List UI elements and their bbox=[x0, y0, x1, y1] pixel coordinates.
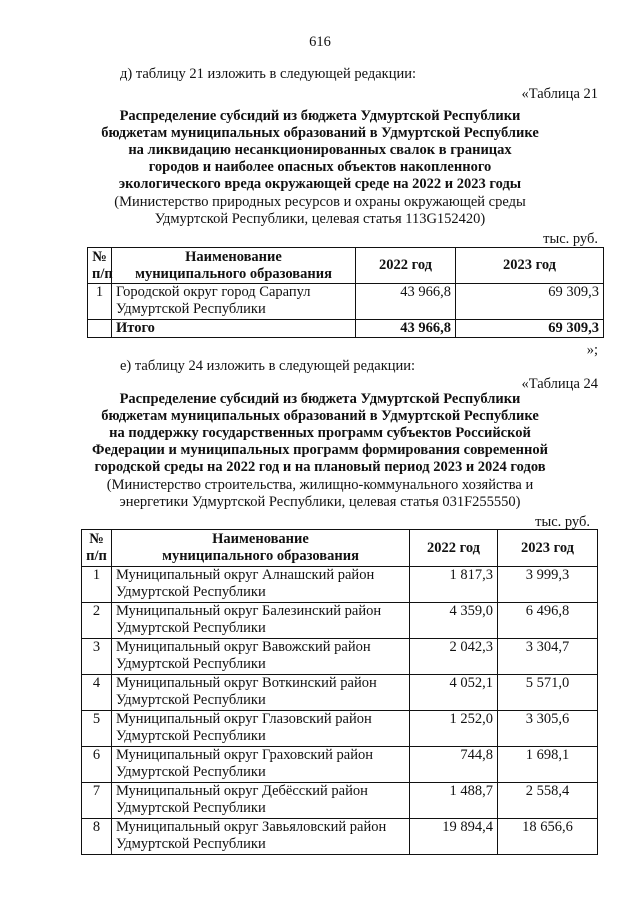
row-2023: 1 698,1 bbox=[498, 747, 598, 783]
section-e-table-tag: «Таблица 24 bbox=[521, 376, 598, 392]
row-name bbox=[112, 747, 410, 783]
table-row bbox=[82, 783, 598, 819]
row-name-line: Удмуртской Республики bbox=[116, 692, 266, 708]
row-name-line: Муниципальный округ Глазовский район bbox=[116, 711, 372, 727]
title-line: Распределение субсидий из бюджета Удмуртской Республики bbox=[119, 108, 521, 124]
header-name bbox=[112, 248, 356, 284]
row-2022: 19 894,4 bbox=[410, 819, 498, 855]
total-2023: 69 309,3 bbox=[456, 320, 604, 338]
table-row bbox=[82, 711, 598, 747]
header-name-line: муниципального образования bbox=[135, 265, 332, 282]
title-line: экологического вреда окружающей среде на 2022 и 2023 годы bbox=[118, 176, 522, 192]
row-2022: 4 359,0 bbox=[410, 603, 498, 639]
row-name-line: Муниципальный округ Граховский район bbox=[116, 747, 373, 763]
row-2022: 744,8 bbox=[410, 747, 498, 783]
section-d-title bbox=[80, 108, 560, 193]
row-name bbox=[112, 819, 410, 855]
section-e-units: тыс. руб. bbox=[535, 514, 590, 530]
total-no bbox=[88, 320, 112, 338]
row-2023: 18 656,6 bbox=[498, 819, 598, 855]
title-line: Распределение субсидий из бюджета Удмуртской Республики bbox=[119, 391, 521, 407]
row-no: 5 bbox=[82, 711, 112, 747]
row-name-line: Удмуртской Республики bbox=[116, 728, 266, 744]
row-name-line: Городской округ город Сарапул bbox=[116, 284, 311, 300]
row-no: 7 bbox=[82, 783, 112, 819]
title-line: на ликвидацию несанкционированных свалок в границах bbox=[128, 142, 512, 158]
row-2022: 2 042,3 bbox=[410, 639, 498, 675]
title-line: Федерации и муниципальных программ формирования современной bbox=[92, 442, 548, 458]
header-no-line: № bbox=[92, 248, 107, 265]
row-name-line: Удмуртской Республики bbox=[116, 836, 266, 852]
row-name bbox=[112, 284, 356, 320]
section-d-table-tag: «Таблица 21 bbox=[521, 86, 598, 102]
row-name-line: Муниципальный округ Алнашский район bbox=[116, 567, 375, 583]
subtitle-line: (Министерство природных ресурсов и охраны окружающей среды bbox=[114, 194, 526, 210]
section-e-instruction: е) таблицу 24 изложить в следующей редакции: bbox=[120, 358, 416, 374]
total-label: Итого bbox=[112, 320, 356, 338]
subtitle-line: энергетики Удмуртской Республики, целевая статья 031F255550) bbox=[119, 494, 521, 510]
row-no: 6 bbox=[82, 747, 112, 783]
table-row bbox=[82, 567, 598, 603]
row-name-line: Муниципальный округ Завьяловский район bbox=[116, 819, 387, 835]
row-2023: 3 999,3 bbox=[498, 567, 598, 603]
table-24 bbox=[81, 529, 598, 855]
row-name-line: Удмуртской Республики bbox=[116, 800, 266, 816]
row-name-line: Муниципальный округ Дебёсский район bbox=[116, 783, 368, 799]
row-no: 3 bbox=[82, 639, 112, 675]
table-row bbox=[82, 675, 598, 711]
header-2023: 2023 год bbox=[498, 530, 598, 567]
title-line: бюджетам муниципальных образований в Удмуртской Республике bbox=[101, 408, 539, 424]
subtitle-line: (Министерство строительства, жилищно-коммунального хозяйства и bbox=[106, 477, 534, 493]
table-row bbox=[82, 819, 598, 855]
row-name-line: Удмуртской Республики bbox=[116, 584, 266, 600]
row-2022: 43 966,8 bbox=[356, 284, 456, 320]
page-number: 616 bbox=[309, 34, 331, 50]
title-line: городов и наиболее опасных объектов накопленного bbox=[148, 159, 492, 175]
row-name-line: Удмуртской Республики bbox=[116, 764, 266, 780]
section-e-subtitle bbox=[80, 477, 560, 511]
row-name bbox=[112, 567, 410, 603]
row-2023: 6 496,8 bbox=[498, 603, 598, 639]
row-no: 1 bbox=[88, 284, 112, 320]
header-2022: 2022 год bbox=[356, 248, 456, 284]
row-2022: 4 052,1 bbox=[410, 675, 498, 711]
row-name-line: Муниципальный округ Воткинский район bbox=[116, 675, 377, 691]
row-name-line: Удмуртской Республики bbox=[116, 301, 266, 317]
header-name-line: муниципального образования bbox=[162, 548, 359, 564]
row-2022: 1 817,3 bbox=[410, 567, 498, 603]
header-2022: 2022 год bbox=[410, 530, 498, 567]
total-2022: 43 966,8 bbox=[356, 320, 456, 338]
header-no-line: п/п bbox=[86, 548, 107, 564]
row-no: 1 bbox=[82, 567, 112, 603]
row-2022: 1 252,0 bbox=[410, 711, 498, 747]
section-d-subtitle bbox=[80, 194, 560, 228]
header-no bbox=[88, 248, 112, 284]
row-no: 2 bbox=[82, 603, 112, 639]
header-no-line: № bbox=[89, 531, 104, 547]
subtitle-line: Удмуртской Республики, целевая статья 113G152420) bbox=[154, 211, 486, 227]
header-no-line: п/п bbox=[92, 265, 113, 282]
row-name bbox=[112, 675, 410, 711]
title-line: на поддержку государственных программ субъектов Российской bbox=[109, 425, 531, 441]
table-row bbox=[82, 603, 598, 639]
table-21 bbox=[87, 247, 604, 338]
row-name-line: Муниципальный округ Балезинский район bbox=[116, 603, 382, 619]
row-2023: 2 558,4 bbox=[498, 783, 598, 819]
section-e-title bbox=[80, 391, 560, 476]
row-name bbox=[112, 711, 410, 747]
table-header-row bbox=[88, 248, 604, 284]
row-name bbox=[112, 783, 410, 819]
table-row bbox=[82, 639, 598, 675]
header-name-line: Наименование bbox=[212, 531, 309, 547]
row-2022: 1 488,7 bbox=[410, 783, 498, 819]
header-no bbox=[82, 530, 112, 567]
header-2023: 2023 год bbox=[456, 248, 604, 284]
row-no: 4 bbox=[82, 675, 112, 711]
row-name-line: Удмуртской Республики bbox=[116, 620, 266, 636]
row-name-line: Муниципальный округ Вавожский район bbox=[116, 639, 371, 655]
row-2023: 3 304,7 bbox=[498, 639, 598, 675]
row-2023: 3 305,6 bbox=[498, 711, 598, 747]
section-d-closing: »; bbox=[586, 342, 598, 358]
header-name bbox=[112, 530, 410, 567]
title-line: бюджетам муниципальных образований в Удмуртской Республике bbox=[101, 125, 539, 141]
row-2023: 69 309,3 bbox=[456, 284, 604, 320]
table-header-row bbox=[82, 530, 598, 567]
total-row bbox=[88, 320, 604, 338]
title-line: городской среды на 2022 год и на плановый период 2023 и 2024 годов bbox=[94, 459, 546, 475]
header-name-line: Наименование bbox=[185, 248, 282, 265]
row-name bbox=[112, 639, 410, 675]
section-d-units: тыс. руб. bbox=[543, 231, 598, 247]
row-name-line: Удмуртской Республики bbox=[116, 656, 266, 672]
table-row bbox=[82, 747, 598, 783]
row-no: 8 bbox=[82, 819, 112, 855]
row-2023: 5 571,0 bbox=[498, 675, 598, 711]
section-d-instruction: д) таблицу 21 изложить в следующей редакции: bbox=[120, 66, 417, 82]
row-name bbox=[112, 603, 410, 639]
table-row bbox=[88, 284, 604, 320]
